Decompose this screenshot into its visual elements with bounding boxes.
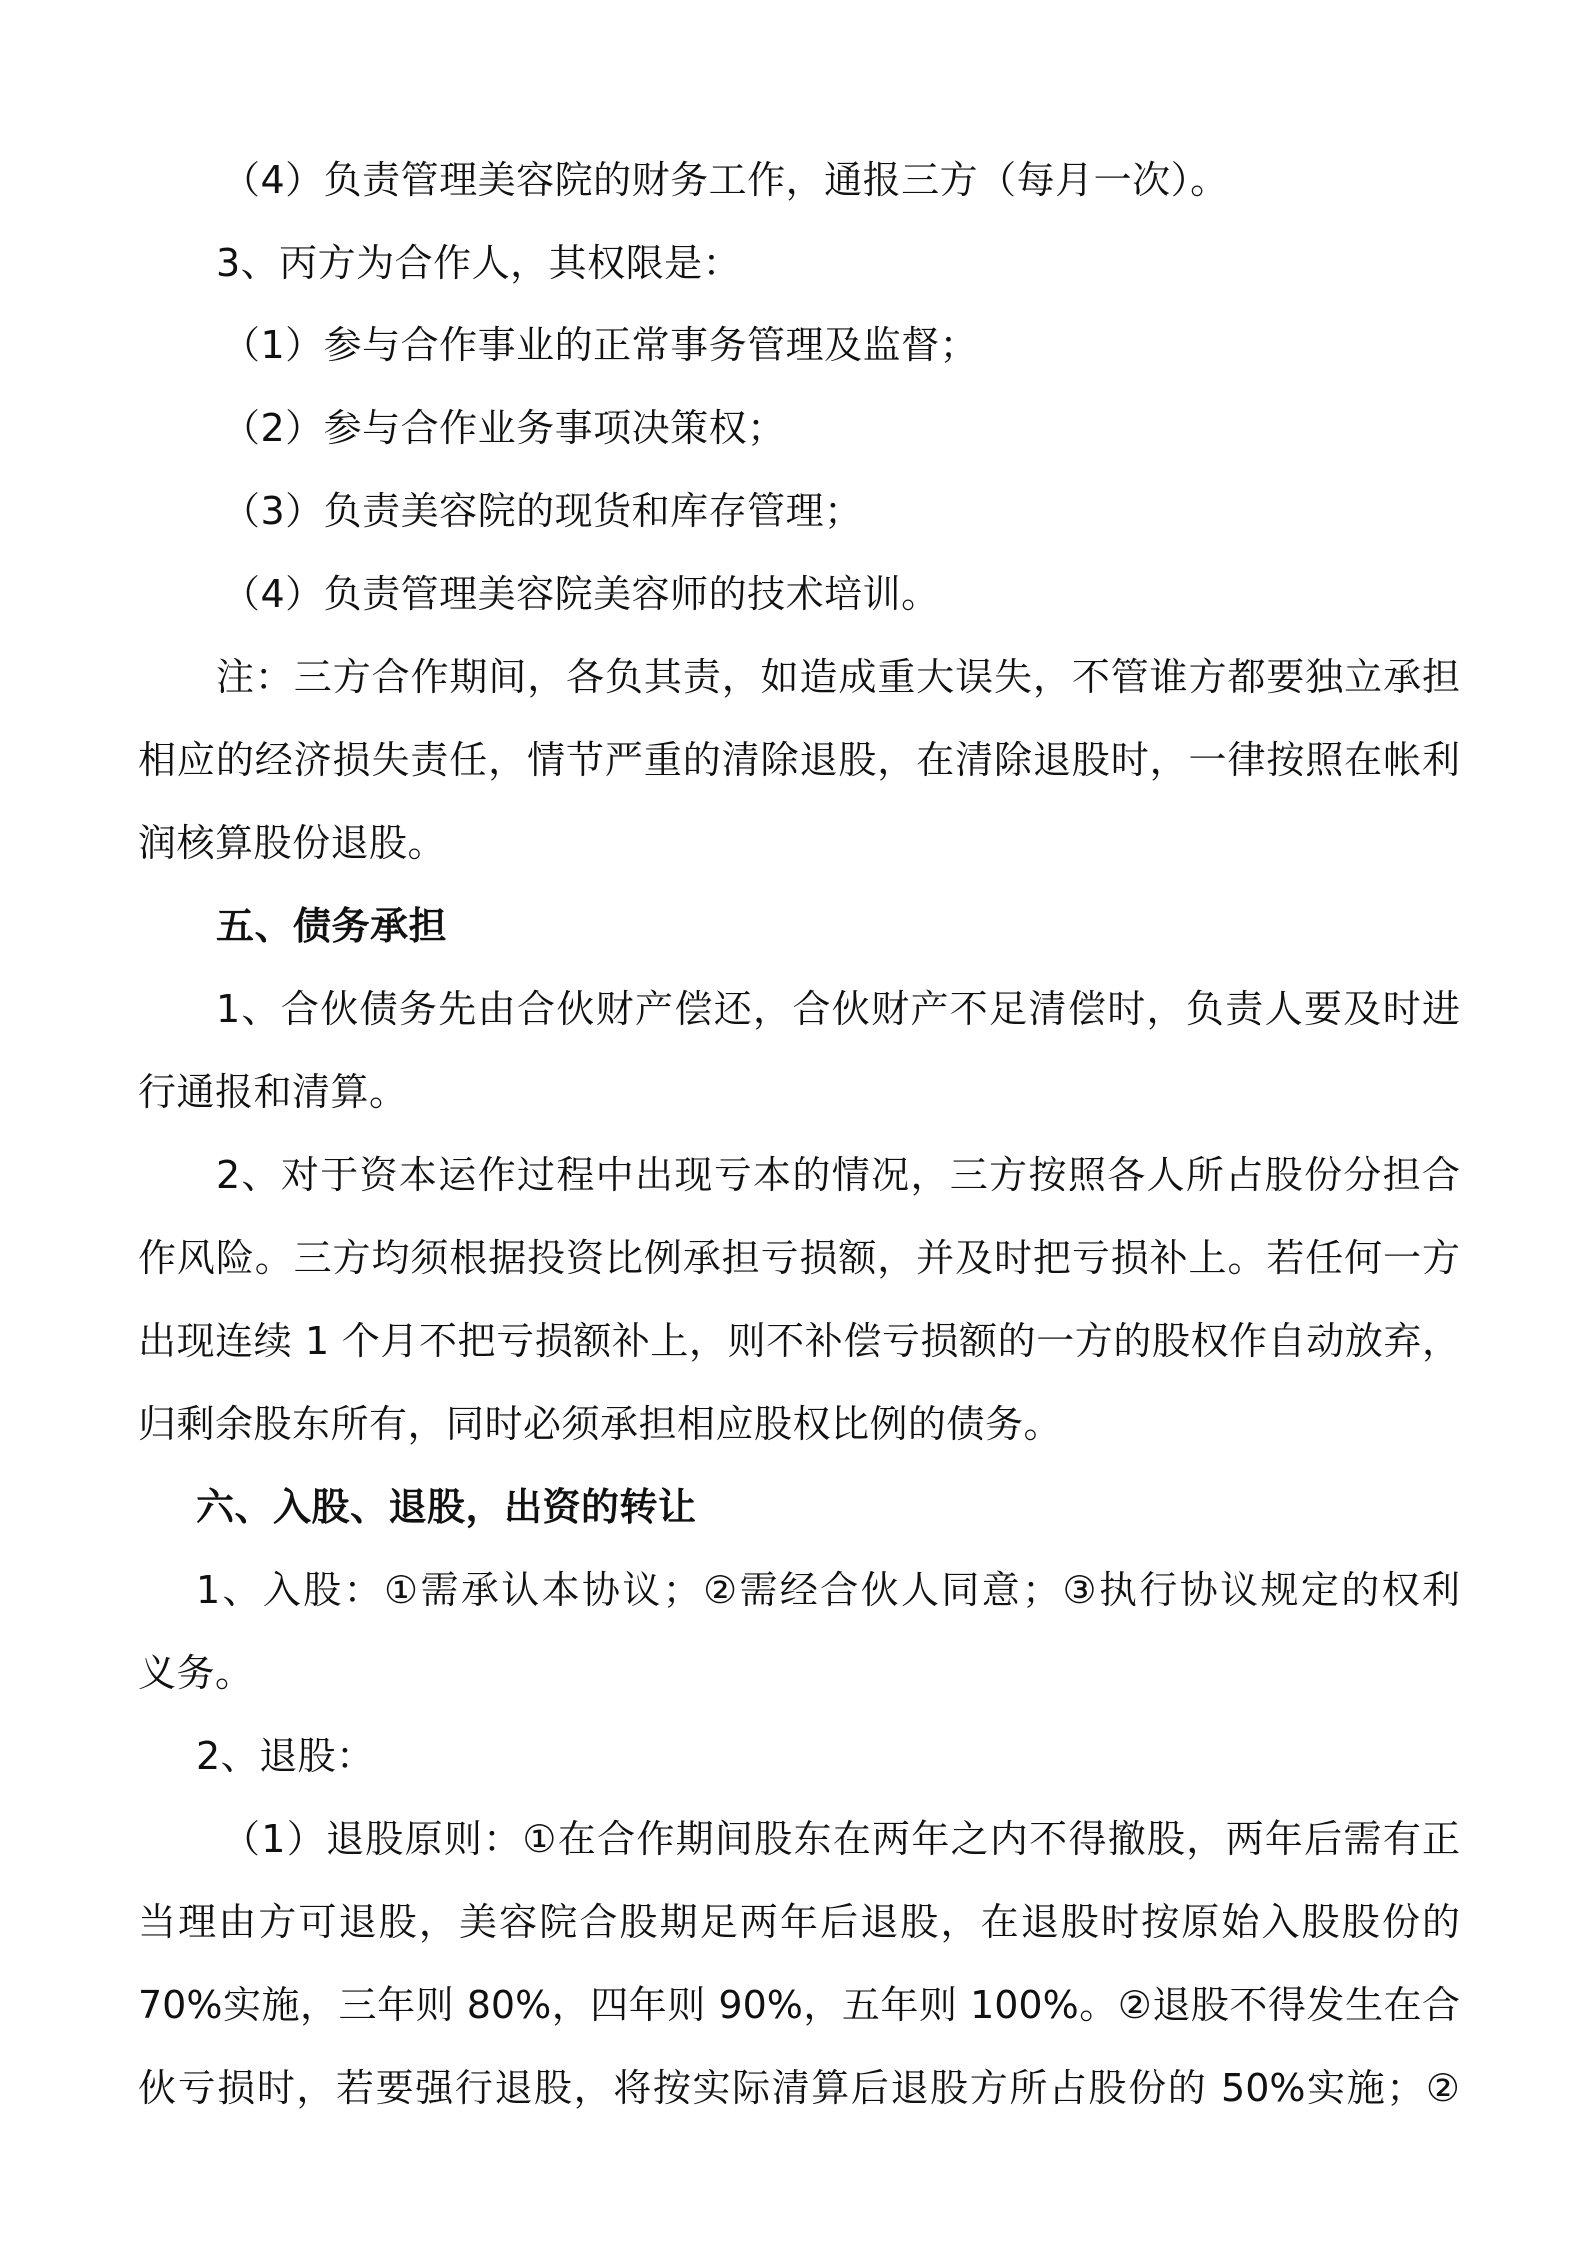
section-heading: 六、入股、退股，出资的转让 <box>196 1485 697 1529</box>
section-heading: 五、债务承担 <box>216 904 448 948</box>
text-line: 相应的经济损失责任，情节严重的清除退股，在清除退股时，一律按照在帐利 <box>138 738 1460 782</box>
text-line: 1、入股：①需承认本协议；②需经合伙人同意；③执行协议规定的权利 <box>196 1568 1460 1612</box>
text-line: 作风险。三方均须根据投资比例承担亏损额，并及时把亏损补上。若任何一方 <box>138 1236 1460 1280</box>
text-line: 伙亏损时，若要强行退股，将按实际清算后退股方所占股份的 50%实施；② <box>138 2066 1460 2110</box>
text-line: 1、合伙债务先由合伙财产偿还，合伙财产不足清偿时，负责人要及时进 <box>216 987 1460 1031</box>
text-line: 当理由方可退股，美容院合股期足两年后退股，在退股时按原始入股股份的 <box>138 1900 1460 1944</box>
text-line: 2、退股： <box>196 1734 375 1778</box>
text-line: （4）负责管理美容院美容师的技术培训。 <box>222 572 940 616</box>
text-line: 注：三方合作期间，各负其责，如造成重大误失，不管谁方都要独立承担 <box>216 655 1460 699</box>
text-line: 出现连续 1 个月不把亏损额补上，则不补偿亏损额的一方的股权作自动放弃， <box>138 1319 1460 1363</box>
text-line: 润核算股份退股。 <box>138 821 447 865</box>
text-line: （3）负责美容院的现货和库存管理； <box>222 489 863 533</box>
text-line: 行通报和清算。 <box>138 1070 408 1114</box>
text-line: （4）负责管理美容院的财务工作，通报三方（每月一次）。 <box>222 158 1229 202</box>
text-line: 3、丙方为合作人，其权限是： <box>216 241 742 285</box>
text-line: 义务。 <box>138 1651 254 1695</box>
text-line: 2、对于资本运作过程中出现亏本的情况，三方按照各人所占股份分担合 <box>216 1153 1460 1197</box>
text-line: （1）退股原则：①在合作期间股东在两年之内不得撤股，两年后需有正 <box>222 1817 1460 1861</box>
text-line: （1）参与合作事业的正常事务管理及监督； <box>222 323 979 367</box>
text-line: （2）参与合作业务事项决策权； <box>222 406 786 450</box>
text-line: 70%实施，三年则 80%，四年则 90%，五年则 100%。②退股不得发生在合 <box>138 1983 1460 2027</box>
text-line: 归剩余股东所有，同时必须承担相应股权比例的债务。 <box>138 1402 1063 1446</box>
